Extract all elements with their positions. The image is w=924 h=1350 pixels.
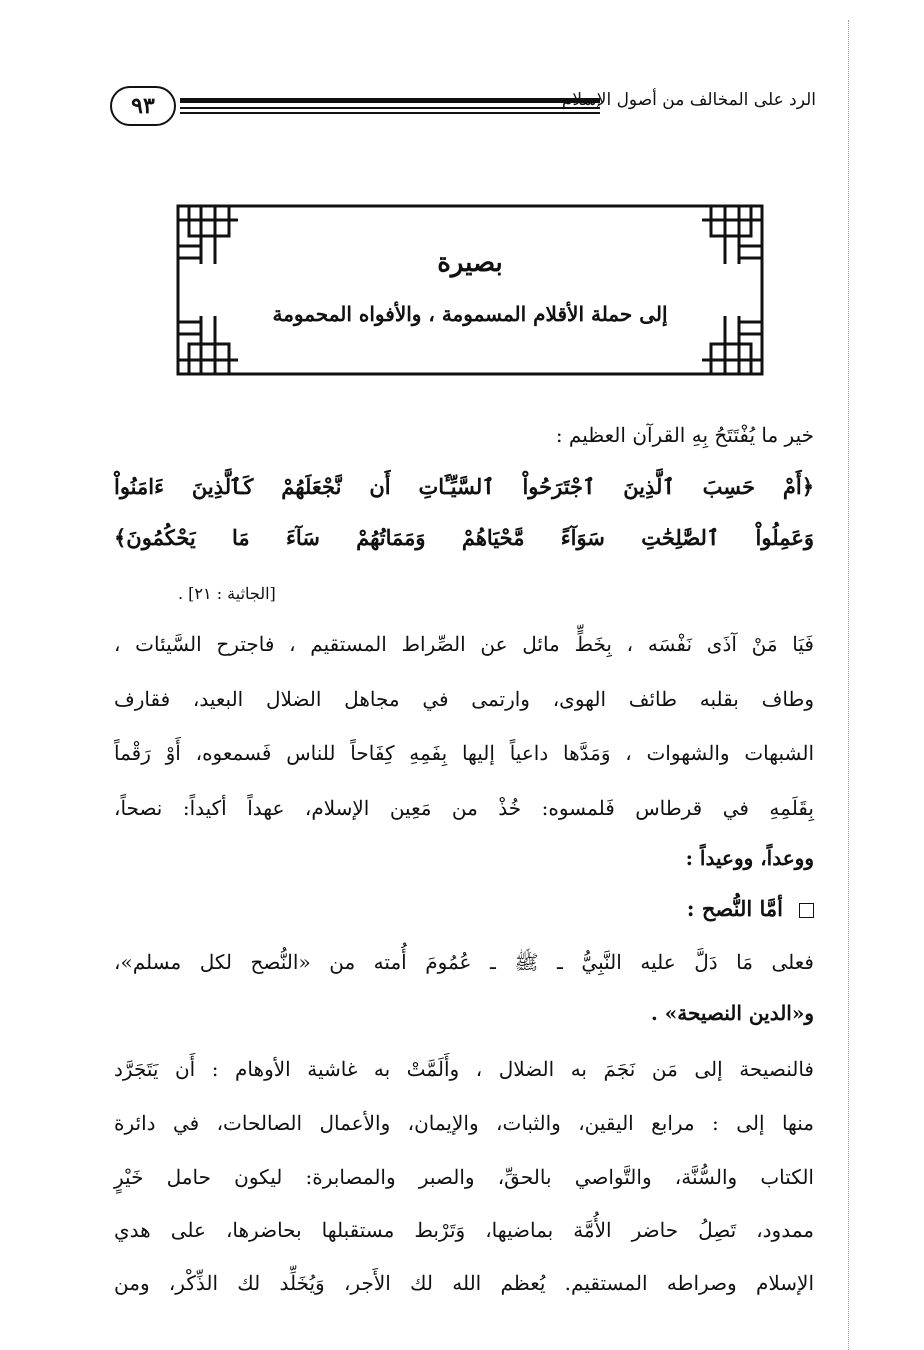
- paragraph-3-line-3: الكتاب والسُّنَّة، والتَّواصي بالحقِّ، والصبر والمصابرة: ليكون حامل خَيْرٍ: [114, 1165, 814, 1189]
- paragraph-2-line-1: فعلى مَا دَلَّ عليه النَّبِيُّ ـ ﷺ ـ عُمُومَ أُمته من «النُّصح لكل مسلم»،: [114, 950, 814, 974]
- paragraph-3-line-4: ممدود، تَصِلُ حاضر الأُمَّة بماضيها، وَتَرْبط مستقبلها بحاضرها، على هدي: [114, 1218, 814, 1242]
- verse-citation: [الجاثية : ٢١] .: [178, 584, 276, 603]
- section-heading: [687, 896, 814, 921]
- header-rule: [180, 98, 600, 115]
- running-title: الرد على المخالف من أصول الإسلام: [561, 90, 816, 110]
- ornamental-border-icon: [175, 200, 765, 380]
- title-frame: [175, 200, 765, 380]
- paragraph-1-line-2: وطاف بقلبه طائف الهوى، وارتمى في مجاهل الضلال البعيد، فقارف: [114, 687, 814, 711]
- paragraph-1-line-3: الشبهات والشهوات ، وَمَدَّها داعياً إليها بِفَمِهِ كِفَاحاً للناس فَسمعوه، أَوْ رَقْماً: [114, 741, 814, 765]
- page-number-badge: [110, 86, 176, 126]
- paragraph-2-line-2: و«الدين النصيحة» .: [650, 1001, 814, 1025]
- scan-edge-dots: [848, 20, 849, 1350]
- paragraph-1-line-5: ووعداً، ووعيداً :: [685, 846, 814, 870]
- paragraph-3-line-2: منها إلى : مرابع اليقين، والثبات، والإيمان، والأعمال الصالحات، في دائرة: [114, 1111, 814, 1135]
- intro-line: خير ما يُفْتَتَحُ بِهِ القرآن العظيم :: [555, 423, 814, 447]
- page-number: ٩٣: [131, 93, 155, 119]
- running-header: [110, 84, 816, 134]
- paragraph-1-line-1: فَيَا مَنْ آذَى نَفْسَه ، بِخَطٍّ مائل عن الصِّراط المستقيم ، فاجترح السَّيئات ،: [114, 632, 814, 656]
- paragraph-1-line-4: بِقَلَمِهِ في قرطاس فَلمسوه: خُذْ من مَعِين الإسلام، عهداً أكيداً: نصحاً،: [114, 796, 814, 820]
- paragraph-3-line-5: الإسلام وصراطه المستقيم. يُعظم الله لك الأَجر، وَيُخَلِّد لك الذِّكْر، ومن: [114, 1271, 814, 1295]
- verse-line-2: وَعَمِلُواْ ٱلصَّٰلِحَٰتِ سَوَآءً مَّحْيَاهُمْ وَمَمَاتُهُمْ سَآءَ مَا يَحْكُمُونَ﴾: [114, 525, 814, 550]
- square-bullet-icon: [799, 903, 814, 918]
- section-heading-text: أمَّا النُّصح :: [686, 896, 783, 921]
- frame-subtitle: إلى حملة الأقلام المسمومة ، والأفواه المحمومة: [272, 302, 668, 326]
- frame-title: بصيرة: [437, 248, 503, 278]
- verse-line-1: ﴿أَمْ حَسِبَ ٱلَّذِينَ ٱجْتَرَحُواْ ٱلسَّيِّـَٔاتِ أَن نَّجْعَلَهُمْ كَٱلَّذِينَ ءَامَنُواْ: [114, 474, 814, 499]
- paragraph-3-line-1: فالنصيحة إلى مَن نَجَمَ به الضلال ، وأَلَمَّتْ به غاشية الأوهام : أَن يَتَجَرَّد: [114, 1057, 814, 1081]
